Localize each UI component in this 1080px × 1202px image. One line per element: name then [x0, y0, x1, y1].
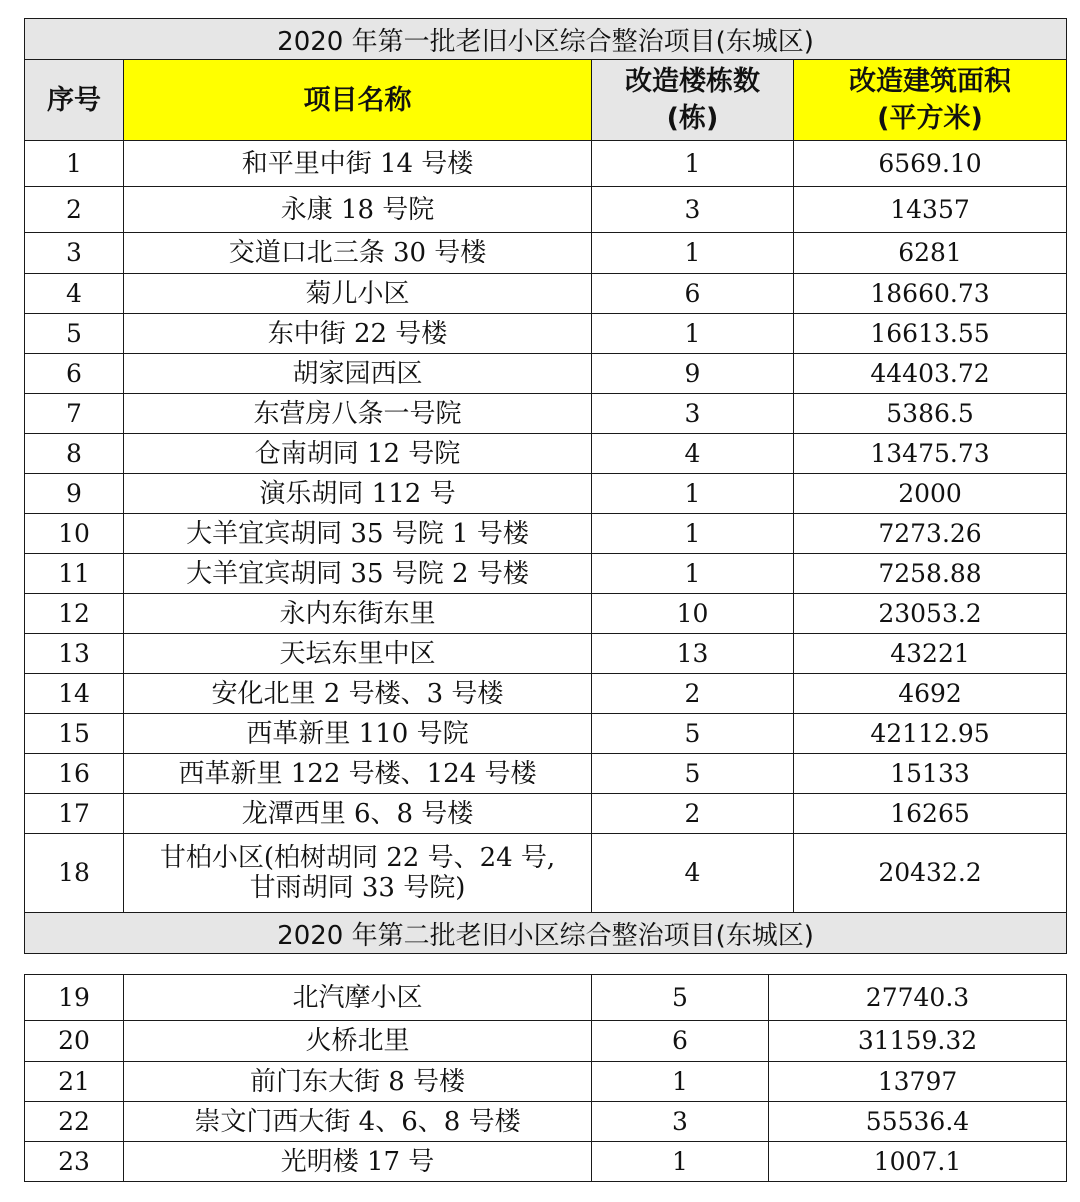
row-project-name: 菊儿小区 [124, 274, 592, 314]
row-floor-area: 2000 [794, 474, 1067, 514]
row-building-count: 6 [592, 274, 794, 314]
table-row [25, 233, 1067, 274]
row-index: 20 [25, 1021, 124, 1062]
row-building-count: 5 [592, 714, 794, 754]
section-2-title: 2020 年第二批老旧小区综合整治项目(东城区) [25, 913, 1067, 954]
row-index: 6 [25, 354, 124, 394]
table-row [25, 975, 1067, 1021]
table-row [25, 674, 1067, 714]
row-floor-area: 18660.73 [794, 274, 1067, 314]
row-floor-area: 14357 [794, 187, 1067, 233]
row-building-count: 1 [592, 474, 794, 514]
header-floor-area-line1: 改造建筑面积 [849, 66, 1012, 97]
table-row [25, 554, 1067, 594]
row-floor-area: 16265 [794, 794, 1067, 834]
header-row [25, 60, 1067, 141]
row-floor-area: 23053.2 [794, 594, 1067, 634]
row-building-count: 9 [592, 354, 794, 394]
section-2-title-row [25, 913, 1067, 954]
row-project-name: 交道口北三条 30 号楼 [124, 233, 592, 274]
header-building-count-line2: (栋) [666, 103, 719, 134]
row-project-name: 天坛东里中区 [124, 634, 592, 674]
row-index: 14 [25, 674, 124, 714]
table-row [25, 394, 1067, 434]
row-building-count: 10 [592, 594, 794, 634]
header-index: 序号 [25, 60, 124, 141]
header-floor-area-line2: (平方米) [877, 103, 983, 134]
row-floor-area: 44403.72 [794, 354, 1067, 394]
table-row [25, 1021, 1067, 1062]
row-project-name: 和平里中街 14 号楼 [124, 141, 592, 187]
row-project-name: 北汽摩小区 [124, 975, 592, 1021]
row-index: 10 [25, 514, 124, 554]
table-row [25, 354, 1067, 394]
header-project-name: 项目名称 [124, 60, 592, 141]
row-index: 9 [25, 474, 124, 514]
row-building-count: 2 [592, 794, 794, 834]
row-index: 3 [25, 233, 124, 274]
table-row [25, 714, 1067, 754]
row-index: 13 [25, 634, 124, 674]
row-project-name-line1: 甘柏小区(柏树胡同 22 号、24 号, [159, 843, 556, 873]
row-building-count: 6 [592, 1021, 769, 1062]
row-building-count: 1 [592, 141, 794, 187]
row-floor-area: 31159.32 [769, 1021, 1067, 1062]
table-row [25, 187, 1067, 233]
row-building-count: 3 [592, 187, 794, 233]
row-project-name: 永内东街东里 [124, 594, 592, 634]
table-row [25, 1142, 1067, 1182]
table-row [25, 514, 1067, 554]
table-row [25, 594, 1067, 634]
row-project-name: 崇文门西大街 4、6、8 号楼 [124, 1102, 592, 1142]
row-project-name: 演乐胡同 112 号 [124, 474, 592, 514]
table-row [25, 794, 1067, 834]
row-project-name: 西革新里 122 号楼、124 号楼 [124, 754, 592, 794]
row-index: 17 [25, 794, 124, 834]
row-building-count: 1 [592, 1142, 769, 1182]
row-floor-area: 20432.2 [794, 834, 1067, 913]
row-project-name: 大羊宜宾胡同 35 号院 2 号楼 [124, 554, 592, 594]
row-index: 12 [25, 594, 124, 634]
row-building-count: 1 [592, 554, 794, 594]
row-index: 22 [25, 1102, 124, 1142]
row-floor-area: 6281 [794, 233, 1067, 274]
table-row [25, 834, 1067, 913]
table-row [25, 274, 1067, 314]
row-building-count: 4 [592, 434, 794, 474]
row-index: 11 [25, 554, 124, 594]
row-floor-area: 5386.5 [794, 394, 1067, 434]
section-1-title: 2020 年第一批老旧小区综合整治项目(东城区) [25, 19, 1067, 60]
row-floor-area: 4692 [794, 674, 1067, 714]
row-building-count: 2 [592, 674, 794, 714]
row-index: 5 [25, 314, 124, 354]
row-index: 21 [25, 1062, 124, 1102]
renovation-projects-table-2 [24, 974, 1067, 1182]
row-building-count: 13 [592, 634, 794, 674]
row-index: 4 [25, 274, 124, 314]
row-building-count: 5 [592, 975, 769, 1021]
row-index: 18 [25, 834, 124, 913]
table-row [25, 634, 1067, 674]
row-building-count: 1 [592, 233, 794, 274]
row-project-name: 胡家园西区 [124, 354, 592, 394]
row-floor-area: 15133 [794, 754, 1067, 794]
row-project-name: 光明楼 17 号 [124, 1142, 592, 1182]
row-building-count: 1 [592, 314, 794, 354]
row-project-name: 前门东大街 8 号楼 [124, 1062, 592, 1102]
header-floor-area [794, 60, 1067, 141]
row-index: 8 [25, 434, 124, 474]
row-building-count: 1 [592, 1062, 769, 1102]
table-row [25, 141, 1067, 187]
row-project-name [124, 834, 592, 913]
row-floor-area: 7258.88 [794, 554, 1067, 594]
table-row [25, 314, 1067, 354]
row-building-count: 4 [592, 834, 794, 913]
row-project-name: 火桥北里 [124, 1021, 592, 1062]
row-building-count: 3 [592, 394, 794, 434]
renovation-projects-table [24, 18, 1067, 954]
header-building-count [592, 60, 794, 141]
table-row [25, 474, 1067, 514]
row-index: 2 [25, 187, 124, 233]
row-project-name: 安化北里 2 号楼、3 号楼 [124, 674, 592, 714]
row-project-name: 东中街 22 号楼 [124, 314, 592, 354]
table-row [25, 1102, 1067, 1142]
row-floor-area: 13797 [769, 1062, 1067, 1102]
row-floor-area: 7273.26 [794, 514, 1067, 554]
header-building-count-line1: 改造楼栋数 [625, 66, 760, 97]
row-project-name: 东营房八条一号院 [124, 394, 592, 434]
row-building-count: 1 [592, 514, 794, 554]
row-building-count: 5 [592, 754, 794, 794]
row-floor-area: 16613.55 [794, 314, 1067, 354]
row-project-name: 西革新里 110 号院 [124, 714, 592, 754]
table-row [25, 1062, 1067, 1102]
row-index: 1 [25, 141, 124, 187]
row-index: 15 [25, 714, 124, 754]
table-row [25, 434, 1067, 474]
row-project-name: 大羊宜宾胡同 35 号院 1 号楼 [124, 514, 592, 554]
row-floor-area: 55536.4 [769, 1102, 1067, 1142]
table-row [25, 754, 1067, 794]
row-project-name: 龙潭西里 6、8 号楼 [124, 794, 592, 834]
row-index: 23 [25, 1142, 124, 1182]
row-index: 16 [25, 754, 124, 794]
row-floor-area: 42112.95 [794, 714, 1067, 754]
row-floor-area: 6569.10 [794, 141, 1067, 187]
row-project-name-line2: 甘雨胡同 33 号院) [249, 873, 466, 903]
section-1-title-row [25, 19, 1067, 60]
row-floor-area: 13475.73 [794, 434, 1067, 474]
row-project-name: 仓南胡同 12 号院 [124, 434, 592, 474]
row-index: 7 [25, 394, 124, 434]
row-floor-area: 27740.3 [769, 975, 1067, 1021]
row-floor-area: 1007.1 [769, 1142, 1067, 1182]
row-project-name: 永康 18 号院 [124, 187, 592, 233]
row-floor-area: 43221 [794, 634, 1067, 674]
row-building-count: 3 [592, 1102, 769, 1142]
row-index: 19 [25, 975, 124, 1021]
